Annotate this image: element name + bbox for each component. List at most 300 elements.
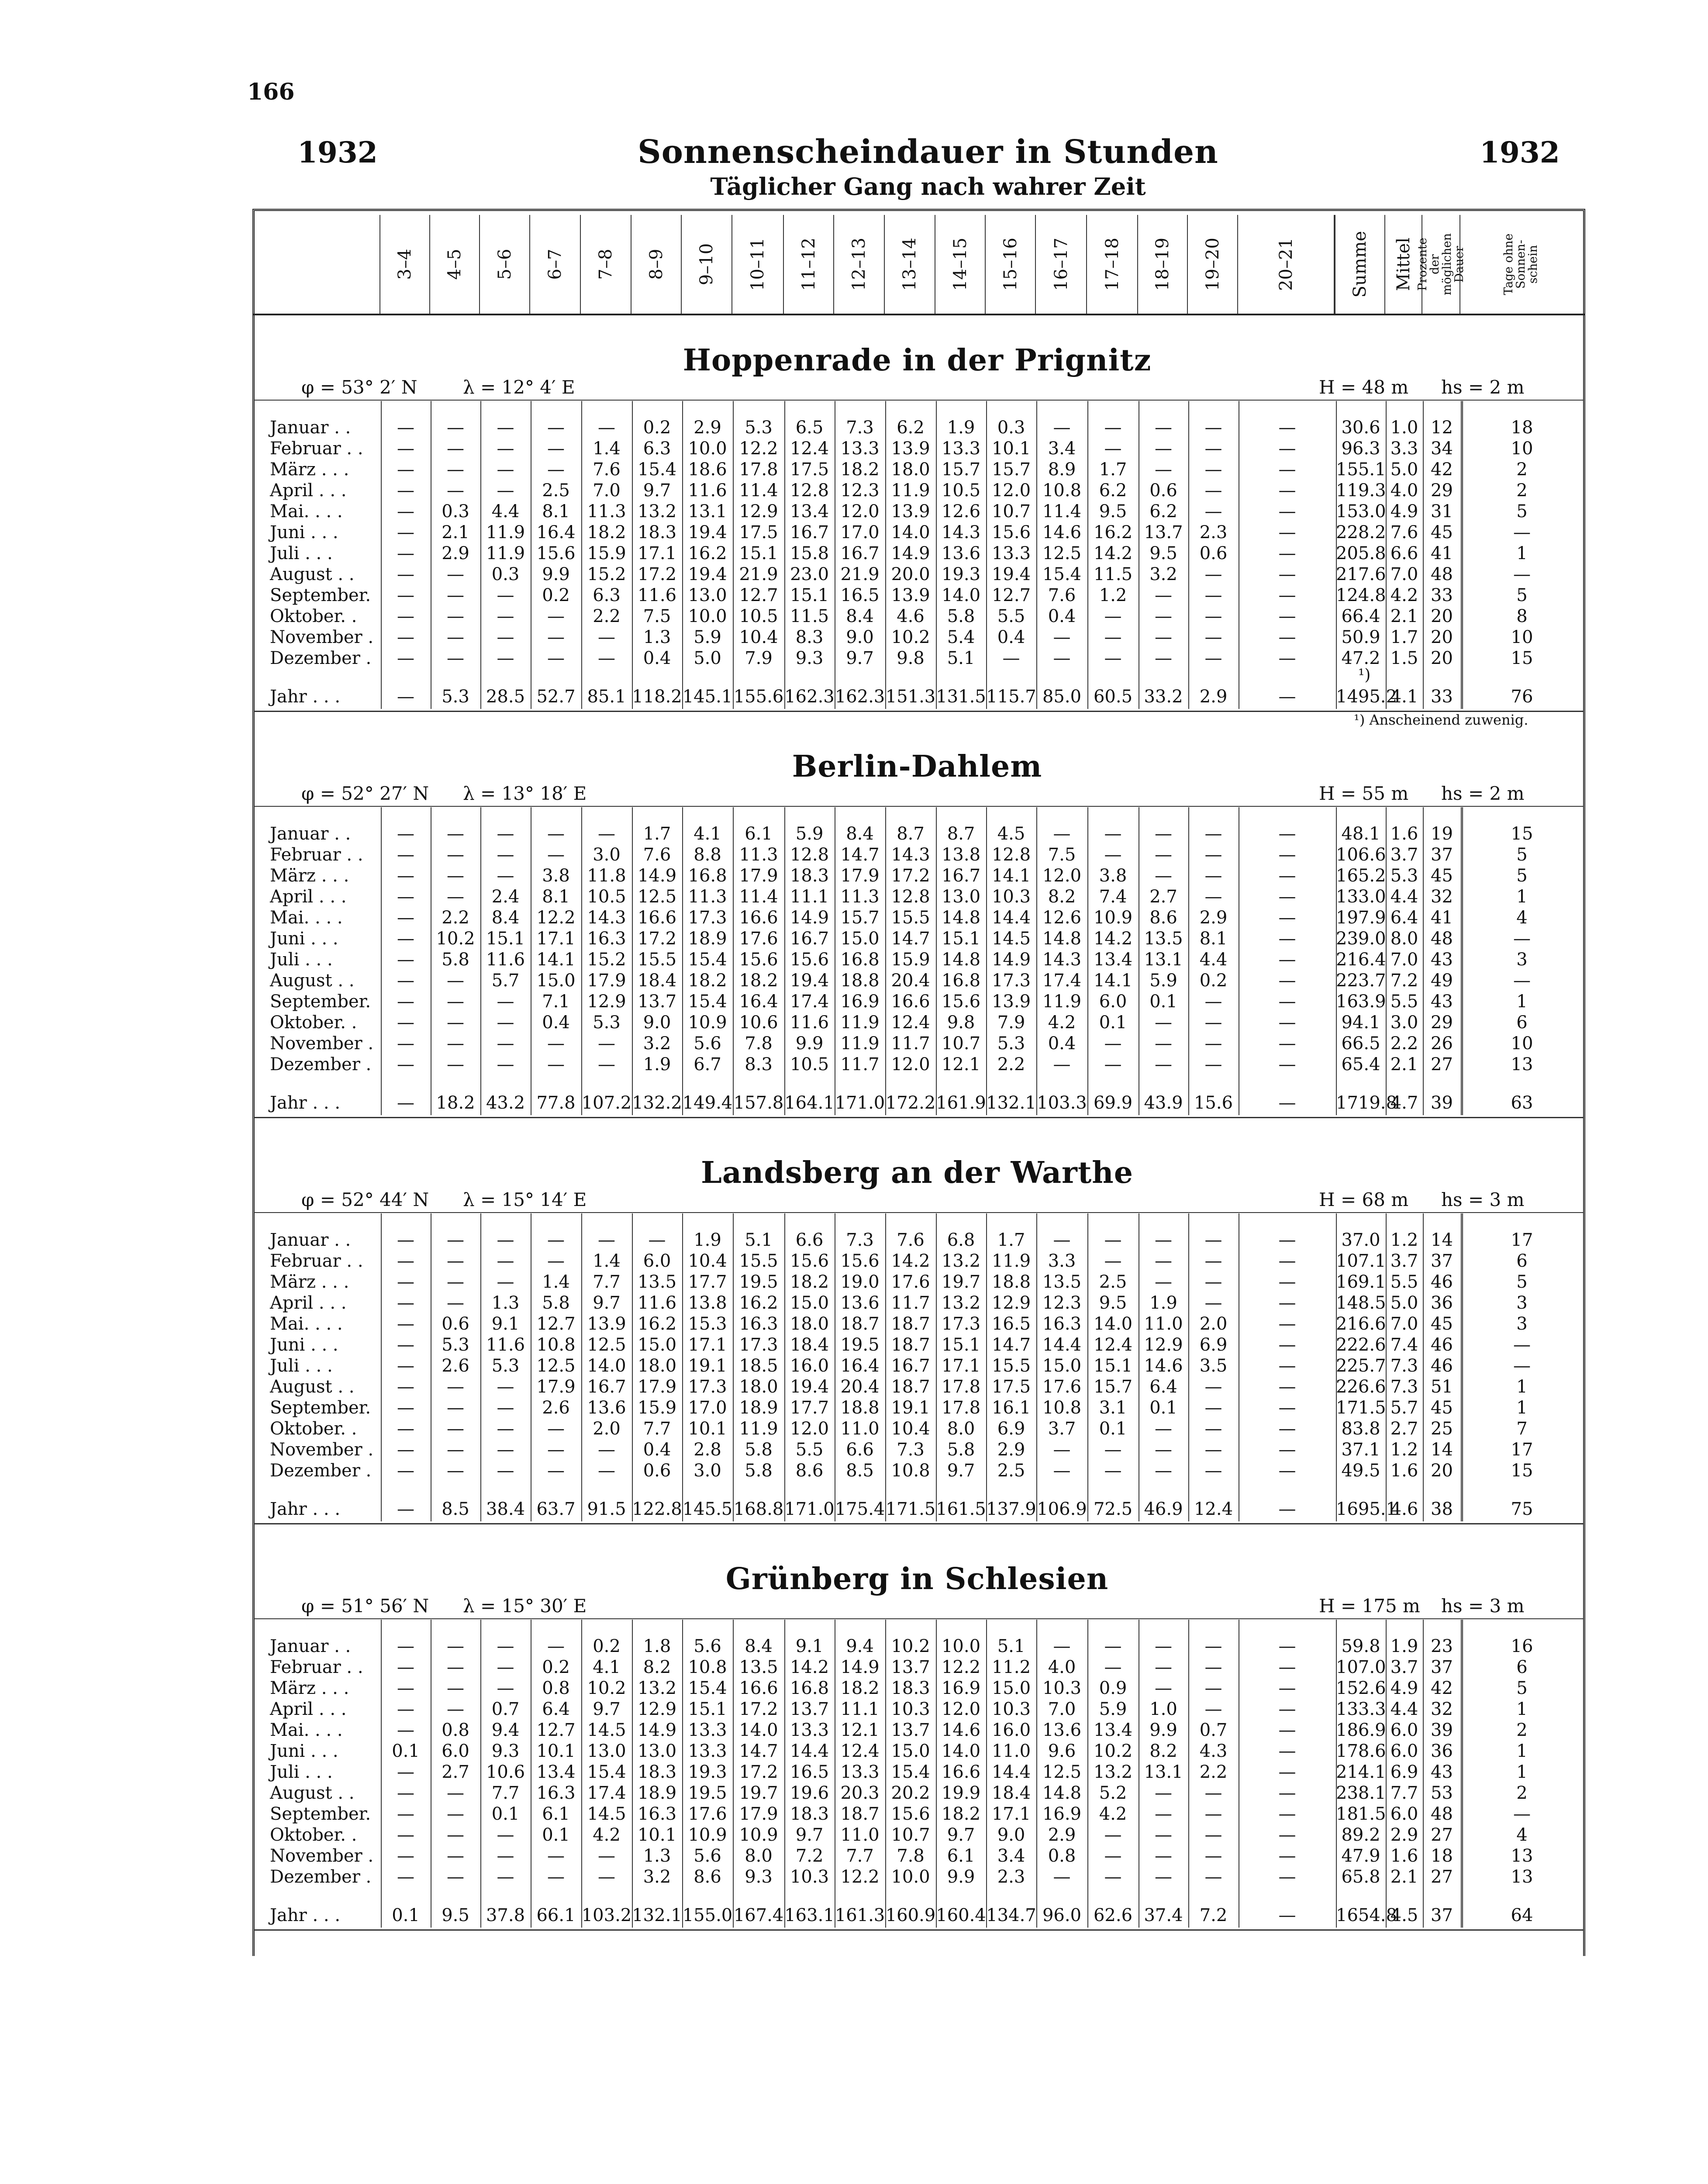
table-cell: — <box>1104 418 1122 438</box>
table-cell: 18.7 <box>840 1314 880 1334</box>
table-cell: 9.9 <box>542 564 570 584</box>
table-cell: — <box>1278 1419 1296 1439</box>
table-cell: 131.5 <box>936 687 986 707</box>
table-cell: — <box>497 1272 514 1292</box>
table-cell: — <box>1204 460 1222 480</box>
table-cell: 11.9 <box>486 543 525 563</box>
table-cell: — <box>1104 1230 1122 1250</box>
table-cell: — <box>447 1251 464 1271</box>
table-cell: 3.8 <box>1099 866 1127 886</box>
table-cell: — <box>397 1272 414 1292</box>
table-cell: — <box>447 824 464 844</box>
table-cell: 10.8 <box>1042 1398 1082 1418</box>
table-cell: 15.4 <box>1042 564 1082 584</box>
table-cell: 45 <box>1431 1314 1453 1334</box>
table-cell: 19.4 <box>688 564 727 584</box>
table-cell: — <box>497 824 514 844</box>
table-cell: — <box>1053 824 1071 844</box>
table-cell: 72.5 <box>1093 1499 1133 1519</box>
table-cell: — <box>447 1846 464 1866</box>
table-cell: 7.5 <box>643 606 671 626</box>
table-cell: — <box>1204 648 1222 668</box>
table-cell: 1695.1 <box>1336 1499 1397 1519</box>
table-cell: — <box>1155 1230 1172 1250</box>
table-cell: 20.0 <box>891 564 930 584</box>
table-cell: 15.4 <box>637 460 677 480</box>
table-cell: 13.3 <box>688 1720 727 1740</box>
table-cell: 1 <box>1516 887 1528 907</box>
column-header <box>479 215 529 314</box>
month-label: September. <box>270 1804 371 1824</box>
table-cell: 16.3 <box>637 1804 677 1824</box>
table-cell: — <box>447 418 464 438</box>
table-cell: 10.0 <box>688 439 727 459</box>
table-cell: — <box>397 1054 414 1075</box>
table-cell: 12.7 <box>991 585 1031 605</box>
table-cell: — <box>447 866 464 886</box>
table-cell: 9.7 <box>643 480 671 501</box>
table-cell: 15.4 <box>688 950 727 970</box>
table-cell: — <box>1204 480 1222 501</box>
table-row <box>255 865 1583 886</box>
table-row <box>255 823 1583 844</box>
table-cell: 49 <box>1431 971 1453 991</box>
table-cell: — <box>1204 627 1222 647</box>
table-cell: — <box>1155 1636 1172 1656</box>
table-cell: 39 <box>1431 1720 1453 1740</box>
table-cell: 43 <box>1431 992 1453 1012</box>
table-cell: — <box>1204 418 1222 438</box>
table-cell: 0.4 <box>997 627 1025 647</box>
table-cell: 145.1 <box>682 687 733 707</box>
table-cell: 16.8 <box>941 971 981 991</box>
table-cell: 18.4 <box>790 1335 829 1355</box>
table-cell: — <box>1278 1499 1296 1519</box>
month-label: Dezember . <box>270 648 372 668</box>
table-cell: 12.8 <box>891 887 930 907</box>
table-cell: 5.8 <box>745 1461 773 1481</box>
table-cell: 3.7 <box>1048 1419 1076 1439</box>
table-cell: 14.0 <box>739 1720 778 1740</box>
table-cell: 7.8 <box>897 1846 925 1866</box>
table-cell: — <box>1155 1867 1172 1887</box>
table-cell: 27 <box>1431 1867 1453 1887</box>
table-cell: 12.0 <box>1042 866 1082 886</box>
table-cell: — <box>547 1636 565 1656</box>
table-cell: 25 <box>1431 1419 1453 1439</box>
station-height-label: H = 175 m <box>1319 1595 1420 1617</box>
table-cell: — <box>598 648 615 668</box>
table-cell: 11.9 <box>840 1033 880 1054</box>
table-row <box>255 1033 1583 1054</box>
table-cell: — <box>1278 929 1296 949</box>
table-cell: — <box>1278 1033 1296 1054</box>
table-cell: 11.4 <box>739 480 778 501</box>
table-cell: 18.6 <box>688 460 727 480</box>
table-cell: 16.2 <box>637 1314 677 1334</box>
table-cell: — <box>1278 585 1296 605</box>
table-cell: 0.1 <box>542 1825 570 1845</box>
table-cell: 0.2 <box>643 418 671 438</box>
table-cell: — <box>447 992 464 1012</box>
table-cell: 14.1 <box>991 866 1031 886</box>
table-cell: 13.0 <box>941 887 981 907</box>
table-cell: 11.0 <box>1144 1314 1183 1334</box>
table-cell: 10.3 <box>891 1699 930 1719</box>
table-cell: 15.1 <box>790 585 829 605</box>
table-cell: — <box>1278 1678 1296 1698</box>
table-cell: 238.1 <box>1336 1783 1386 1803</box>
table-cell: — <box>1204 585 1222 605</box>
table-cell: — <box>397 627 414 647</box>
table-cell: 119.3 <box>1336 480 1386 501</box>
table-cell: 217.6 <box>1336 564 1386 584</box>
table-cell: 13.9 <box>891 439 930 459</box>
column-header <box>380 215 429 314</box>
table-cell: — <box>1155 1846 1172 1866</box>
table-cell: 16.6 <box>941 1762 981 1782</box>
table-cell: 2.1 <box>442 522 469 543</box>
table-cell: — <box>1155 1419 1172 1439</box>
table-cell: — <box>447 1054 464 1075</box>
table-cell: 10.6 <box>486 1762 525 1782</box>
table-cell: — <box>1053 648 1071 668</box>
table-cell: 48 <box>1431 929 1453 949</box>
table-cell: 3.0 <box>694 1461 721 1481</box>
table-cell: 11.6 <box>486 1335 525 1355</box>
longitude-label: λ = 13° 18′ E <box>463 783 587 804</box>
table-cell: 13.9 <box>891 501 930 522</box>
table-cell: — <box>497 992 514 1012</box>
table-cell: — <box>1155 439 1172 459</box>
table-cell: 11.6 <box>637 585 677 605</box>
table-cell: — <box>1204 1013 1222 1033</box>
year-left: 1932 <box>297 135 378 169</box>
table-cell: 228.2 <box>1336 522 1386 543</box>
table-cell: 8.7 <box>947 824 975 844</box>
year-total-row <box>255 1499 1583 1520</box>
table-cell: 15.1 <box>941 1335 981 1355</box>
table-cell: 2.3 <box>997 1867 1025 1887</box>
table-cell: 171.5 <box>885 1499 936 1519</box>
table-cell: 5.9 <box>694 627 721 647</box>
table-cell: 5 <box>1516 501 1528 522</box>
table-cell: 10.0 <box>891 1867 930 1887</box>
month-label: Juni . . . <box>270 929 338 949</box>
table-cell: 12.0 <box>891 1054 930 1075</box>
table-cell: 5.7 <box>1390 1398 1418 1418</box>
table-cell: 2.6 <box>442 1356 469 1376</box>
table-cell: 9.7 <box>593 1699 621 1719</box>
table-cell: 9.1 <box>491 1314 520 1334</box>
table-row <box>255 1678 1583 1699</box>
table-cell: — <box>1278 1398 1296 1418</box>
table-cell: 11.9 <box>891 480 930 501</box>
table-cell: — <box>547 1251 565 1271</box>
table-cell: 7.0 <box>593 480 621 501</box>
table-cell: 9.8 <box>947 1013 975 1033</box>
table-cell: — <box>447 1377 464 1397</box>
table-cell: 11.9 <box>739 1419 778 1439</box>
column-header <box>1187 215 1237 314</box>
table-cell: 14.0 <box>587 1356 626 1376</box>
section-bottom-rule <box>255 1117 1583 1118</box>
table-cell: 11.9 <box>1042 992 1082 1012</box>
column-header-label: Mittel <box>1393 237 1414 291</box>
table-cell: 1.4 <box>542 1272 570 1292</box>
column-header-label: Tage ohne Sonnen- schein <box>1502 233 1540 295</box>
table-cell: 9.4 <box>846 1636 874 1656</box>
table-cell: 18.4 <box>991 1783 1031 1803</box>
table-cell: 14 <box>1431 1230 1453 1250</box>
table-cell: 0.1 <box>491 1804 520 1824</box>
section-rule <box>255 806 1583 807</box>
table-cell: 171.0 <box>835 1093 885 1113</box>
table-cell: 5 <box>1516 1272 1528 1292</box>
table-cell: 2.9 <box>997 1440 1025 1460</box>
table-cell: — <box>1204 1033 1222 1054</box>
table-cell: 11.6 <box>637 1293 677 1313</box>
table-cell: — <box>397 1230 414 1250</box>
month-label: Oktober. . <box>270 1013 357 1033</box>
table-cell: — <box>397 564 414 584</box>
table-row <box>255 1251 1583 1272</box>
table-cell: 0.4 <box>1048 606 1076 626</box>
table-cell: — <box>497 1013 514 1033</box>
table-cell: 13.6 <box>840 1293 880 1313</box>
month-label: Juni . . . <box>270 1741 338 1761</box>
table-cell: 8.0 <box>1390 929 1418 949</box>
table-cell: 19.3 <box>941 564 981 584</box>
table-cell: 36 <box>1431 1293 1453 1313</box>
table-cell: — <box>1278 950 1296 970</box>
column-divider <box>1336 401 1337 709</box>
table-cell: — <box>598 1867 615 1887</box>
column-header-label: 18–19 <box>1152 238 1173 291</box>
table-cell: 32 <box>1431 887 1453 907</box>
table-cell: 8.1 <box>542 501 570 522</box>
table-cell: 62.6 <box>1093 1905 1133 1925</box>
table-cell: 9.0 <box>643 1013 671 1033</box>
month-label: April . . . <box>270 887 347 907</box>
table-cell: 16.6 <box>891 992 930 1012</box>
table-cell: 14.8 <box>941 950 981 970</box>
table-cell: 9.7 <box>947 1461 975 1481</box>
table-cell: 17.4 <box>790 992 829 1012</box>
column-divider <box>581 1620 582 1928</box>
table-cell: 12.4 <box>1093 1335 1133 1355</box>
table-row <box>255 1699 1583 1720</box>
table-cell: 4.7 <box>1390 1093 1418 1113</box>
table-row <box>255 1334 1583 1355</box>
table-cell: — <box>1278 1251 1296 1271</box>
table-cell: — <box>1104 1657 1122 1677</box>
table-cell: 10.2 <box>1093 1741 1133 1761</box>
table-cell: 18 <box>1431 1846 1453 1866</box>
table-cell: 17.2 <box>739 1762 778 1782</box>
column-header <box>783 215 833 314</box>
table-cell: — <box>497 627 514 647</box>
table-cell: 14.7 <box>891 929 930 949</box>
table-cell: 4.2 <box>1390 585 1418 605</box>
table-cell: 11.3 <box>739 845 778 865</box>
table-cell: 5.1 <box>947 648 975 668</box>
table-cell: 15.4 <box>688 992 727 1012</box>
table-cell: 41 <box>1431 908 1453 928</box>
table-cell: — <box>547 627 565 647</box>
table-cell: 20.3 <box>840 1783 880 1803</box>
table-cell: — <box>598 1033 615 1054</box>
table-cell: 16.7 <box>840 543 880 563</box>
table-cell: 17.1 <box>637 543 677 563</box>
table-cell: 5.0 <box>1390 460 1418 480</box>
table-cell: 0.8 <box>542 1678 570 1698</box>
table-cell: — <box>598 1054 615 1075</box>
table-cell: 45 <box>1431 1398 1453 1418</box>
table-cell: 16.9 <box>1042 1804 1082 1824</box>
table-cell: 9.8 <box>897 648 925 668</box>
table-cell: 11.0 <box>840 1825 880 1845</box>
table-cell: 5.3 <box>1390 866 1418 886</box>
table-cell: 5 <box>1516 1678 1528 1698</box>
table-cell: — <box>1204 1867 1222 1887</box>
column-divider <box>1036 401 1037 709</box>
table-cell: 16.8 <box>790 1678 829 1698</box>
table-cell: 0.4 <box>643 1440 671 1460</box>
table-cell: 11.6 <box>790 1013 829 1033</box>
column-divider <box>480 1620 481 1928</box>
table-cell: 7.7 <box>643 1419 671 1439</box>
table-cell: 13.4 <box>1093 1720 1133 1740</box>
table-cell: 15 <box>1511 824 1533 844</box>
table-cell: 157.8 <box>733 1093 784 1113</box>
table-cell: — <box>397 480 414 501</box>
table-cell: 4.9 <box>1390 1678 1418 1698</box>
table-cell: 7.8 <box>745 1033 773 1054</box>
table-cell: 85.0 <box>1042 687 1082 707</box>
table-cell: 0.7 <box>1199 1720 1228 1740</box>
table-cell: — <box>1155 1461 1172 1481</box>
table-cell: 12.2 <box>941 1657 981 1677</box>
table-cell: 13.7 <box>1144 522 1183 543</box>
column-divider <box>936 1213 937 1521</box>
table-cell: 15.2 <box>587 950 626 970</box>
table-cell: 48 <box>1431 1804 1453 1824</box>
table-cell: 7.3 <box>1390 1377 1418 1397</box>
table-cell: 17.3 <box>688 908 727 928</box>
table-cell: 5.5 <box>1390 1272 1418 1292</box>
table-cell: — <box>1155 1251 1172 1271</box>
table-cell: 5.9 <box>1099 1699 1127 1719</box>
table-cell: 18.2 <box>840 460 880 480</box>
table-cell: 13.3 <box>840 1762 880 1782</box>
table-cell: 5.6 <box>694 1846 721 1866</box>
table-cell: 12.6 <box>1042 908 1082 928</box>
month-label: Januar . . <box>270 418 351 438</box>
table-cell: 6 <box>1516 1013 1528 1033</box>
table-cell: 94.1 <box>1341 1013 1380 1033</box>
table-cell: 14.4 <box>790 1741 829 1761</box>
table-cell: 169.1 <box>1336 1272 1386 1292</box>
table-cell: 12.1 <box>941 1054 981 1075</box>
table-cell: — <box>397 460 414 480</box>
table-cell: 5 <box>1516 845 1528 865</box>
table-cell: 5.0 <box>694 648 721 668</box>
table-cell: 2.7 <box>1149 887 1177 907</box>
table-cell: — <box>1204 1230 1222 1250</box>
column-divider <box>381 1620 382 1928</box>
table-cell: 8.2 <box>1048 887 1076 907</box>
table-cell: 19.3 <box>688 1762 727 1782</box>
month-label: Jahr . . . <box>270 1093 341 1113</box>
table-cell: 10.3 <box>991 887 1031 907</box>
table-cell: — <box>397 439 414 459</box>
table-cell: 33.2 <box>1144 687 1183 707</box>
table-cell: — <box>1104 1054 1122 1075</box>
table-cell: — <box>547 648 565 668</box>
table-cell: 18.2 <box>739 971 778 991</box>
table-cell: 19.0 <box>840 1272 880 1292</box>
table-cell: 9.0 <box>846 627 874 647</box>
table-cell: 64 <box>1511 1905 1533 1925</box>
table-cell: 13.8 <box>688 1293 727 1313</box>
table-cell: 14.3 <box>891 845 930 865</box>
table-cell: 2.2 <box>593 606 621 626</box>
table-cell: 17.4 <box>1042 971 1082 991</box>
table-cell: 12.5 <box>587 1335 626 1355</box>
table-cell: 46 <box>1431 1335 1453 1355</box>
latitude-label: φ = 52° 44′ N <box>301 1189 429 1210</box>
month-label: Februar . . <box>270 1251 363 1271</box>
table-cell: 15.3 <box>688 1314 727 1334</box>
table-cell: 5.3 <box>997 1033 1025 1054</box>
table-cell: 15.0 <box>991 1678 1031 1698</box>
table-cell: 6.0 <box>1390 1741 1418 1761</box>
table-cell: 12.3 <box>840 480 880 501</box>
table-cell: 4.1 <box>1390 687 1418 707</box>
table-cell: 9.3 <box>745 1867 773 1887</box>
table-cell: — <box>397 929 414 949</box>
table-cell: 10.3 <box>1042 1678 1082 1698</box>
table-cell: 5.6 <box>694 1033 721 1054</box>
table-row <box>255 1054 1583 1075</box>
table-cell: 16.2 <box>688 543 727 563</box>
table-row <box>255 648 1583 669</box>
table-cell: 3 <box>1516 1293 1528 1313</box>
table-cell: 2.1 <box>1390 606 1418 626</box>
table-cell: 175.4 <box>835 1499 885 1519</box>
table-cell: 16.8 <box>688 866 727 886</box>
table-cell: 5.9 <box>795 824 824 844</box>
table-cell: 23.0 <box>790 564 829 584</box>
table-cell: — <box>1204 1272 1222 1292</box>
column-divider <box>682 807 683 1115</box>
table-cell: — <box>1204 1699 1222 1719</box>
table-cell: 16.2 <box>739 1293 778 1313</box>
table-cell: — <box>447 627 464 647</box>
table-cell: 17.9 <box>637 1377 677 1397</box>
table-cell: 15.6 <box>536 543 576 563</box>
column-header <box>732 215 783 314</box>
table-cell: 153.0 <box>1336 501 1386 522</box>
table-cell: 7.6 <box>593 460 621 480</box>
table-cell: 50.9 <box>1341 627 1380 647</box>
table-cell: 4.6 <box>1390 1499 1418 1519</box>
month-label: März . . . <box>270 1678 349 1698</box>
table-cell: 19.4 <box>790 971 829 991</box>
table-cell: 6.0 <box>442 1741 469 1761</box>
table-cell: 0.9 <box>1099 1678 1127 1698</box>
